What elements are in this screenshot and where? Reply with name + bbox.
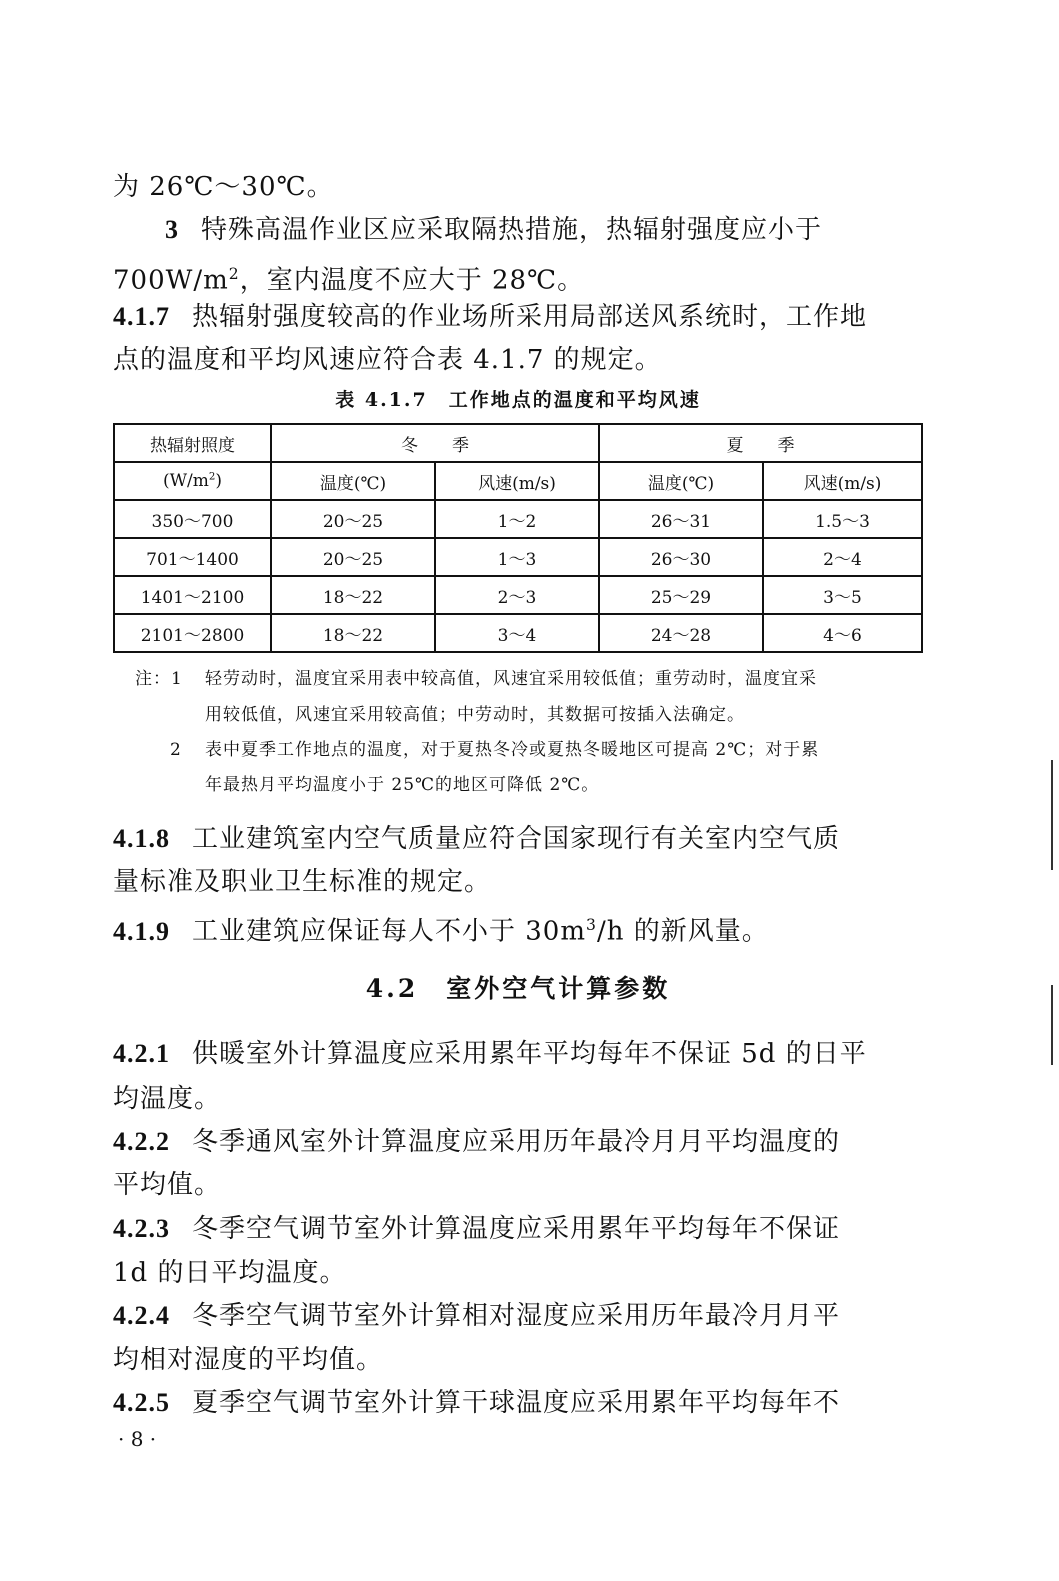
table-cell: 1401～2100: [114, 576, 271, 614]
note-2-line-2: 年最热月平均温度小于 25℃的地区可降低 2℃。: [205, 775, 600, 795]
table-header-row: [114, 424, 922, 462]
table-row: [114, 614, 922, 652]
note-text: 轻劳动时，温度宜采用表中较高值，风速宜采用较低值；重劳动时，温度宜采: [205, 669, 817, 689]
clause-4-2-1-line-1: [113, 1037, 923, 1071]
table-cell: 18～22: [271, 614, 435, 652]
table-row: [114, 500, 922, 538]
clause-text: 冬季空气调节室外计算相对湿度应采用历年最冷月月平: [192, 1301, 841, 1331]
header-winter-wind: 风速(m/s): [435, 462, 599, 500]
table-cell: 2101～2800: [114, 614, 271, 652]
header-summer-wind: 风速(m/s): [763, 462, 922, 500]
clause-4-2-5-line-1: [113, 1386, 923, 1420]
clause-4-2-2-line-1: [113, 1125, 923, 1159]
clause-text: 供暖室外计算温度应采用累年平均每年不保证 5d 的日平: [192, 1039, 867, 1069]
clause-text: 夏季空气调节室外计算干球温度应采用累年平均每年不: [192, 1388, 841, 1418]
table-row: [114, 576, 922, 614]
clause-4-2-4-line-1: [113, 1299, 923, 1333]
table-row: [114, 538, 922, 576]
table-cell: 701～1400: [114, 538, 271, 576]
table-cell: 18～22: [271, 576, 435, 614]
header-winter-temp: 温度(℃): [271, 462, 435, 500]
clause-number: 4.2.4: [113, 1301, 170, 1330]
header-winter: 冬 季: [271, 424, 599, 462]
table-cell: 25～29: [599, 576, 763, 614]
item-text: 700W/m: [113, 265, 229, 296]
table-cell: 3～5: [763, 576, 922, 614]
clause-4-2-1-line-2: 均温度。: [113, 1084, 222, 1114]
scan-margin-line: [1051, 985, 1053, 1065]
note-2-line-1: [170, 735, 819, 765]
note-1-line-2: 用较低值，风速宜采用较高值；中劳动时，其数据可按插入法确定。: [205, 705, 745, 725]
note-prefix: 注：1: [135, 669, 183, 689]
note-prefix: 2: [170, 740, 182, 760]
clause-number: 4.1.9: [113, 916, 170, 946]
table-cell: 3～4: [435, 614, 599, 652]
clause-number: 4.2.5: [113, 1388, 170, 1417]
paragraph-continuation: 为 26℃～30℃。: [113, 172, 334, 202]
table-subheader-row: [114, 462, 922, 500]
table-cell: 26～30: [599, 538, 763, 576]
clause-4-2-3-line-1: [113, 1212, 923, 1246]
page-number: · 8 ·: [118, 1427, 157, 1451]
table-cell: 1～2: [435, 500, 599, 538]
table-cell: 20～25: [271, 538, 435, 576]
header-summer: 夏 季: [599, 424, 922, 462]
section-heading-4-2: 4.2 室外空气计算参数: [365, 974, 671, 1003]
header-irradiance: 热辐射照度: [114, 424, 271, 462]
header-irradiance-unit: $(W/m^2)$: [114, 462, 271, 500]
header-summer-temp: 温度(℃): [599, 462, 763, 500]
item-text: 特殊高温作业区应采取隔热措施，热辐射强度应小于: [201, 215, 823, 245]
temperature-wind-table: [113, 423, 923, 653]
scan-margin-line: [1051, 760, 1053, 870]
table-cell: 1.5～3: [763, 500, 922, 538]
item-3-line-2: [113, 257, 923, 298]
clause-text: 冬季空气调节室外计算温度应采用累年平均每年不保证: [192, 1214, 841, 1244]
superscript: 3: [586, 916, 597, 934]
clause-4-1-7-line-2: 点的温度和平均风速应符合表 4.1.7 的规定。: [113, 345, 662, 375]
clause-text: 热辐射强度较高的作业场所采用局部送风系统时，工作地: [192, 302, 868, 332]
clause-text: 冬季通风室外计算温度应采用历年最冷月月平均温度的: [192, 1127, 841, 1157]
clause-4-2-2-line-2: 平均值。: [113, 1170, 222, 1200]
clause-text: 工业建筑室内空气质量应符合国家现行有关室内空气质: [192, 824, 841, 854]
clause-4-1-9: [113, 908, 923, 949]
table-cell: 350～700: [114, 500, 271, 538]
table-cell: 2～4: [763, 538, 922, 576]
note-text: 表中夏季工作地点的温度，对于夏热冬冷或夏热冬暖地区可提高 2℃；对于累: [205, 740, 820, 760]
table-cell: 26～31: [599, 500, 763, 538]
table-cell: 4～6: [763, 614, 922, 652]
clause-4-2-4-line-2: 均相对湿度的平均值。: [113, 1345, 384, 1375]
clause-number: 4.2.2: [113, 1127, 170, 1156]
clause-number: 4.2.3: [113, 1214, 170, 1243]
table-cell: 2～3: [435, 576, 599, 614]
item-text: ，室内温度不应大于 28℃。: [239, 265, 585, 296]
clause-number: 4.2.1: [113, 1039, 170, 1068]
table-cell: 24～28: [599, 614, 763, 652]
table-cell: 20～25: [271, 500, 435, 538]
note-1-line-1: [135, 664, 817, 694]
table-caption: 表 4.1.7 工作地点的温度和平均风速: [335, 389, 701, 411]
clause-number: 4.1.8: [113, 824, 170, 853]
clause-number: 4.1.7: [113, 302, 170, 331]
clause-text: /h 的新风量。: [596, 916, 769, 947]
clause-4-1-8-line-1: [113, 822, 923, 856]
clause-4-1-8-line-2: 量标准及职业卫生标准的规定。: [113, 867, 492, 897]
item-number: 3: [165, 215, 179, 244]
superscript: 2: [228, 265, 240, 283]
clause-text: 工业建筑应保证每人不小于 30m: [192, 916, 587, 947]
clause-4-2-3-line-2: 1d 的日平均温度。: [113, 1258, 347, 1288]
table-cell: 1～3: [435, 538, 599, 576]
item-3-line-1: [113, 213, 923, 247]
clause-4-1-7-line-1: [113, 300, 923, 334]
